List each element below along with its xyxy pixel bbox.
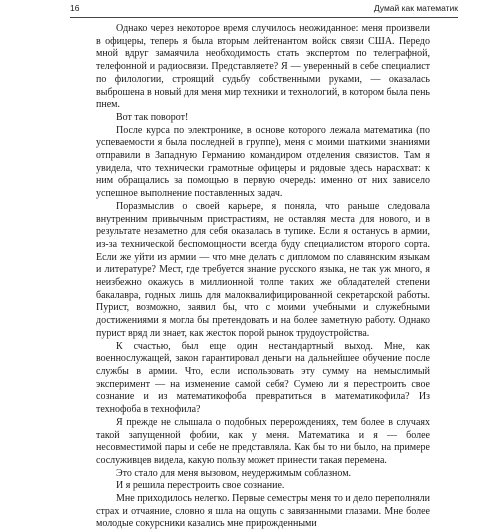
header-divider — [70, 17, 458, 18]
body-text — [96, 23, 430, 531]
paragraph: Вот так поворот! — [116, 111, 189, 123]
paragraph: К счастью, был еще один нестандартный выход. Мне, как военнослужащей, закон гарантировал деньги на дальнейшее обучение после службы в армии. Что, если использовать эту сумму на немыслимый эксперимент — на изменение самой себя? Сумею ли я перестроить свое сознание и из математикофоба превратиться в математикофила? Из технофоба в технофила? — [96, 340, 430, 416]
paragraph: И я решила перестроить свое сознание. — [116, 480, 285, 492]
paragraph: Однако через некоторое время случилось неожиданное: меня произвели в офицеры, теперь я была вторым лейтенантом войск связи США. Передо мной вдруг замаячила необходимость стать экспертом по телеграфной, телефонной и радиосвязи. Представляете? Я — уверенный в себе специалист по филологии, строящий судьбу собственными руками, — оказалась выброшена в новый для меня мир техники и технологий, в котором была пень пнем. — [96, 23, 430, 111]
paragraph: Это стало для меня вызовом, неудержимым соблазном. — [116, 467, 352, 479]
page-number: 16 — [70, 3, 80, 13]
paragraph: После курса по электронике, в основе которого лежала математика (по успеваемости я была последней в группе), меня с моими шаткими знаниями отправили в Западную Германию командиром отделения связистов. Там я увидела, что технически грамотные офицеры и рядовые здесь нарасхват: к ним обращались за помощью в первую очередь: именно от них зависело успешное выполнение поставленных задач. — [96, 124, 430, 200]
paragraph: Мне приходилось нелегко. Первые семестры меня то и дело переполняли страх и отчаяние, словно я шла на ощупь с завязанными глазами. Мне более молодые сокурсники казались мне прирожденными — [96, 493, 430, 530]
paragraph: Я прежде не слышала о подобных перерождениях, тем более в случаях такой запущенной фобии, как у меня. Математика и я — более несовместимой пары и себе не представляла. Как бы то ни было, на примере сослуживцев видела, какую пользу может принести такая перемена. — [96, 416, 430, 466]
running-title: Думай как математик — [373, 3, 458, 13]
paragraph: Поразмыслив о своей карьере, я поняла, что раньше следовала внутренним привычным пристрастиям, не оставляя места для нового, и в результате незаметно для себя оказалась в тупике. Если я останусь в армии, из-за технической беспомощности всегда буду специалистом второго сорта. Если же уйти из армии — что мне делать с дипломом по славянским языкам и литературе? Мест, где требуется знание русского языка, не так уж много, я неизбежно окажусь в миллионной толпе таких же обладателей степени бакалавра, годных лишь для малоквалифицированной секретарской работы. Пурист, возможно, заявил бы, что с моими учебными и служебными достижениями я могла бы претендовать и на более заметную работу. Однако пурист вряд ли знает, как жесток порой рынок трудоустройства. — [96, 200, 430, 339]
